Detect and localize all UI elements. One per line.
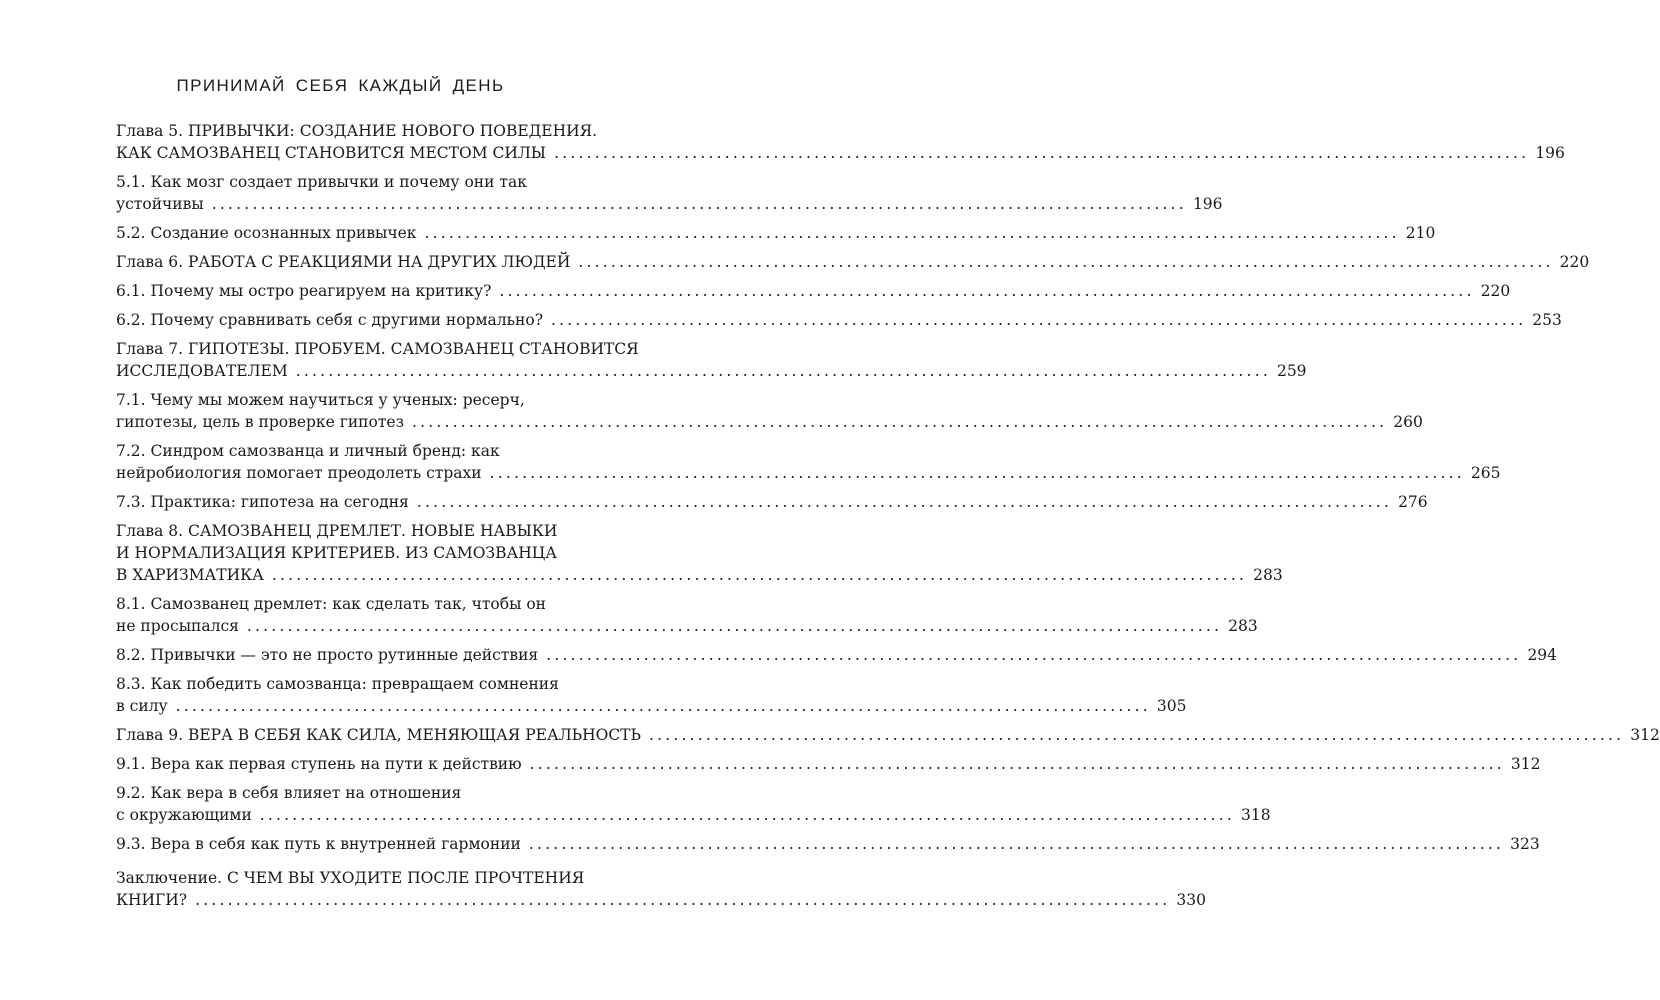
toc-entry-text: устойчивы xyxy=(116,195,204,213)
toc-entry[interactable] xyxy=(116,440,1501,484)
toc-page-number: 318 xyxy=(1241,806,1271,824)
toc-page-number: 276 xyxy=(1398,493,1428,511)
toc-entry-text: не просыпался xyxy=(116,617,239,635)
dot-leader: ........................................................................................................................ xyxy=(412,413,1388,431)
toc-entry-last-line xyxy=(116,462,1501,484)
toc-entry[interactable] xyxy=(116,120,1565,164)
toc-entry-last-line xyxy=(116,753,1541,775)
toc-entry[interactable] xyxy=(116,389,1423,433)
toc-entry[interactable] xyxy=(116,222,1436,244)
dot-leader: ........................................................................................................................ xyxy=(295,362,1271,380)
toc-entry-text: Заключение. С ЧЕМ ВЫ УХОДИТЕ ПОСЛЕ ПРОЧТЕНИЯ xyxy=(116,869,585,887)
dot-leader: ........................................................................................................................ xyxy=(211,195,1187,213)
toc-entry-text: 8.1. Самозванец дремлет: как сделать так, чтобы он xyxy=(116,595,546,613)
toc-entry[interactable] xyxy=(116,753,1541,775)
dot-leader: ........................................................................................................................ xyxy=(489,464,1465,482)
toc-page-number: 260 xyxy=(1393,413,1423,431)
toc-entry-last-line xyxy=(116,644,1558,666)
toc-entry[interactable] xyxy=(116,338,1307,382)
toc-entry[interactable] xyxy=(116,673,1187,717)
toc-entry-text: Глава 8. САМОЗВАНЕЦ ДРЕМЛЕТ. НОВЫЕ НАВЫКИ xyxy=(116,522,558,540)
toc-page-number: 259 xyxy=(1276,362,1307,380)
toc-entry-last-line xyxy=(116,251,1590,273)
toc-entry-last-line xyxy=(116,411,1423,433)
dot-leader: ........................................................................................................................ xyxy=(648,726,1625,744)
toc-entry-text: Глава 5. ПРИВЫЧКИ: СОЗДАНИЕ НОВОГО ПОВЕДЕНИЯ. xyxy=(116,122,598,140)
toc-entry-last-line xyxy=(116,309,1562,331)
toc-entry-last-line xyxy=(116,804,1271,826)
toc-entry-last-line xyxy=(116,360,1307,382)
toc-entry-text: 6.2. Почему сравнивать себя с другими нормально? xyxy=(116,311,544,329)
toc-page-number: 283 xyxy=(1228,617,1258,635)
toc-entry-text: И НОРМАЛИЗАЦИЯ КРИТЕРИЕВ. ИЗ САМОЗВАНЦА xyxy=(116,544,557,562)
toc-entry-text: 7.2. Синдром самозванца и личный бренд: как xyxy=(116,442,500,460)
toc-entry[interactable] xyxy=(116,171,1223,215)
toc-page-number: 220 xyxy=(1559,253,1590,271)
toc-entry-last-line xyxy=(116,222,1436,244)
toc-page-number: 196 xyxy=(1535,144,1565,162)
toc-entry-last-line xyxy=(116,491,1428,513)
toc-entry-text: 9.3. Вера в себя как путь к внутренней гармонии xyxy=(116,835,521,853)
toc-entry-text: КАК САМОЗВАНЕЦ СТАНОВИТСЯ МЕСТОМ СИЛЫ xyxy=(116,144,547,162)
toc-page-number: 330 xyxy=(1176,891,1206,909)
toc-entry-last-line xyxy=(116,142,1565,164)
dot-leader: ........................................................................................................................ xyxy=(551,311,1527,329)
toc-page-number: 294 xyxy=(1527,646,1558,664)
toc-entry-last-line xyxy=(116,833,1540,855)
dot-leader: ........................................................................................................................ xyxy=(554,144,1530,162)
toc-entry-text: гипотезы, цель в проверке гипотез xyxy=(116,413,405,431)
toc-entry-last-line xyxy=(116,564,1283,586)
toc-entry-text: нейробиология помогает преодолеть страхи xyxy=(116,464,482,482)
toc-page-number: 253 xyxy=(1532,311,1562,329)
dot-leader: ........................................................................................................................ xyxy=(528,835,1505,853)
toc-entry-text: 8.2. Привычки — это не просто рутинные действия xyxy=(116,646,539,664)
toc-entry-last-line xyxy=(116,724,1660,746)
dot-leader: ........................................................................................................................ xyxy=(424,224,1400,242)
table-of-contents xyxy=(116,120,1660,918)
toc-page-number: 312 xyxy=(1630,726,1660,744)
toc-entry[interactable] xyxy=(116,491,1428,513)
toc-entry[interactable] xyxy=(116,520,1283,586)
toc-entry-text: 8.3. Как победить самозванца: превращаем сомнения xyxy=(116,675,559,693)
toc-entry[interactable] xyxy=(116,644,1558,666)
dot-leader: ........................................................................................................................ xyxy=(195,891,1171,909)
running-header: ПРИНИМАЙ СЕБЯ КАЖДЫЙ ДЕНЬ xyxy=(176,76,505,95)
toc-entry-text: В ХАРИЗМАТИКА xyxy=(116,566,264,584)
toc-entry-text: ИССЛЕДОВАТЕЛЕМ xyxy=(116,362,288,380)
toc-entry-text: 7.3. Практика: гипотеза на сегодня xyxy=(116,493,409,511)
toc-entry-text: Глава 6. РАБОТА С РЕАКЦИЯМИ НА ДРУГИХ ЛЮДЕЙ xyxy=(116,253,571,271)
toc-entry-text: Глава 7. ГИПОТЕЗЫ. ПРОБУЕМ. САМОЗВАНЕЦ СТАНОВИТСЯ xyxy=(116,340,639,358)
dot-leader: ........................................................................................................................ xyxy=(578,253,1554,271)
toc-entry-text: 7.1. Чему мы можем научиться у ученых: ресерч, xyxy=(116,391,525,409)
toc-page-number: 323 xyxy=(1510,835,1540,853)
toc-entry[interactable] xyxy=(116,280,1511,302)
toc-page-number: 210 xyxy=(1405,224,1436,242)
toc-page-number: 196 xyxy=(1192,195,1223,213)
toc-entry-text: КНИГИ? xyxy=(116,891,188,909)
toc-entry[interactable] xyxy=(116,833,1540,855)
toc-entry-text: 5.1. Как мозг создает привычки и почему они так xyxy=(116,173,527,191)
toc-page-number: 265 xyxy=(1470,464,1501,482)
toc-entry[interactable] xyxy=(116,867,1206,911)
toc-entry[interactable] xyxy=(116,593,1258,637)
dot-leader: ........................................................................................................................ xyxy=(271,566,1248,584)
toc-entry-last-line xyxy=(116,889,1206,911)
toc-entry[interactable] xyxy=(116,724,1660,746)
toc-entry[interactable] xyxy=(116,309,1562,331)
toc-entry[interactable] xyxy=(116,251,1590,273)
toc-entry-text: с окружающими xyxy=(116,806,252,824)
toc-entry-text: 9.1. Вера как первая ступень на пути к действию xyxy=(116,755,522,773)
dot-leader: ........................................................................................................................ xyxy=(529,755,1505,773)
dot-leader: ........................................................................................................................ xyxy=(499,282,1475,300)
dot-leader: ........................................................................................................................ xyxy=(175,697,1151,715)
toc-page-number: 312 xyxy=(1510,755,1541,773)
toc-entry-text: 6.1. Почему мы остро реагируем на критику? xyxy=(116,282,492,300)
dot-leader: ........................................................................................................................ xyxy=(416,493,1393,511)
toc-entry-last-line xyxy=(116,615,1258,637)
toc-page-number: 305 xyxy=(1156,697,1187,715)
toc-page-number: 283 xyxy=(1253,566,1283,584)
dot-leader: ........................................................................................................................ xyxy=(259,806,1236,824)
toc-entry-text: 5.2. Создание осознанных привычек xyxy=(116,224,417,242)
toc-entry-last-line xyxy=(116,193,1223,215)
toc-entry-last-line xyxy=(116,280,1511,302)
toc-entry-text: Глава 9. ВЕРА В СЕБЯ КАК СИЛА, МЕНЯЮЩАЯ РЕАЛЬНОСТЬ xyxy=(116,726,641,744)
dot-leader: ........................................................................................................................ xyxy=(246,617,1223,635)
toc-page-number: 220 xyxy=(1480,282,1511,300)
toc-entry-text: 9.2. Как вера в себя влияет на отношения xyxy=(116,784,462,802)
toc-entry[interactable] xyxy=(116,782,1271,826)
dot-leader: ........................................................................................................................ xyxy=(546,646,1522,664)
toc-entry-text: в силу xyxy=(116,697,168,715)
toc-entry-last-line xyxy=(116,695,1187,717)
